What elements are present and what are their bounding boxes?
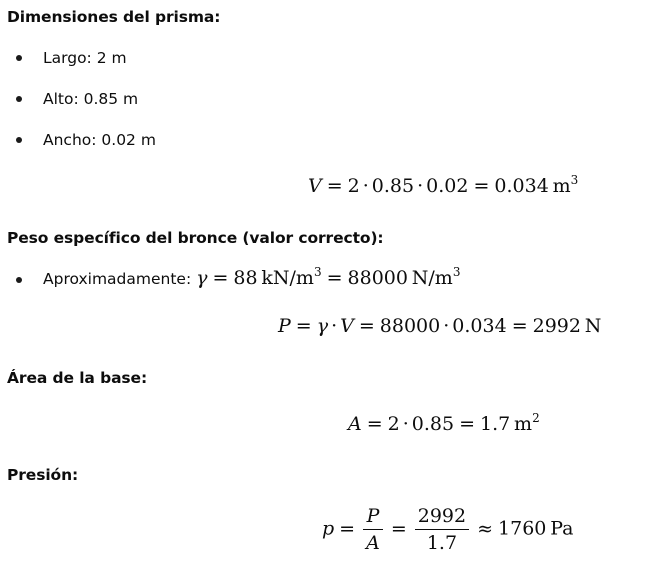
gamma-prefix: Aproximadamente: — [43, 270, 197, 288]
heading-base-area: Área de la base: — [7, 369, 148, 387]
fraction-2992-over-1.7: $\frac{2992}{1.7}$ — [415, 505, 469, 554]
bullet-icon — [16, 137, 22, 143]
heading-specific-weight: Peso específico del bronce (valor correcto): — [7, 229, 384, 247]
volume-equation: V = 2 · 0.85 · 0.02 = 0.034 $m^3$ — [308, 173, 579, 197]
area-equation: A = 2 · 0.85 = 1.7 $m^2$ — [348, 411, 540, 435]
heading-pressure: Presión: — [7, 466, 79, 484]
bullet-icon — [16, 96, 22, 102]
list-item-label: Largo: 2 m — [43, 49, 127, 67]
gamma-line — [43, 265, 461, 289]
list-item-label: Alto: 0.85 m — [43, 90, 139, 108]
gamma-equation: γ = 88 $kN/m^3 = 88000$ $N/m^3$ — [196, 265, 461, 289]
bullet-icon — [16, 55, 22, 61]
heading-dimensions: Dimensiones del prisma: — [7, 8, 221, 26]
pressure-equation: p = $\frac{P}{A}$ = $\frac{2992}{1.7}$ ≈ 1760 Pa — [322, 505, 574, 554]
bullet-icon — [16, 277, 22, 283]
list-item-label: Ancho: 0.02 m — [43, 131, 156, 149]
fraction-p-over-a: $\frac{P}{A}$ — [363, 505, 383, 554]
weight-equation: P = γ · V = 88000 · 0.034 = 2992 N — [278, 315, 602, 337]
